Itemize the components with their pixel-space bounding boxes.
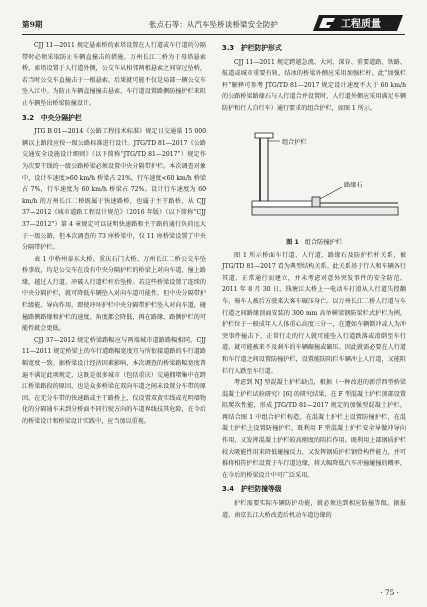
figure-number: 图 1 <box>286 238 299 246</box>
paragraph: CJJ 37—2012 规定桥梁路幅应与两端城市道路路幅相同，CJJ 11—2011 规定桥梁上的车行道路幅宽度宜与所衔接道路的车行道路幅宽度一致。据桥梁设计经济因素影响，本次调查的桥梁路幅宽度普遍不满足此项规定，这既是很多城市（包括重庆）交通拥堵集中在跨江桥梁路段的原因，也是众多桥梁在双向车道之间未设置分车带的原因。在无分车带的快速路或主干路桥上，仅设置双黄实线或光明墙物化的分隔通车未到分桥面不同行驶方向的车道界线技其危险，在今后的桥梁设计和桥梁设计实践中，应当加以重视。 <box>22 336 206 425</box>
header-rule <box>22 34 405 35</box>
figure-caption-text: 组合防撞护栏 <box>304 238 342 246</box>
paragraph: 表 1 中桥州泰东大桥、重庆石门大桥、万州长江二桥公交车坠桥事故，均是公交车在没有中央分隔护栏的桥梁上对向车道，撞上路缘，越过人行道，冲破人行道栏杆后坠桥。若这些桥梁设置了连续的中央分隔护栏，就可降低车辆坠入对向车道可能性，但中央分隔带护栏级能、导向作用，即使冲坏护栏中央分隔带护栏坠入对向车道，碰撞路侧路缘和护栏的速度、角度都会降低，再在路缘、路侧护栏的可能性就会更低。 <box>22 255 206 333</box>
right-column <box>222 40 406 521</box>
page-number: · 75 · <box>380 588 399 597</box>
section-heading: 3.4 护栏防撞等级 <box>222 485 282 494</box>
journal-logo <box>313 12 405 34</box>
figure-caption <box>222 237 406 248</box>
issue-number: 第9期 <box>22 20 43 29</box>
paragraph: CJJ 11—2011 规定跨越急流、大河、深谷、重要道路、铁路、航道或城市重要有轨、结冰的桥梁外侧应采用加强栏杆。此“加强栏杆”解释可参考 JTG/TD 81—2017 规定设计速度不大于 60 km/h 的公路桥梁路缘石与人行道合并设置时，人行道外侧应采用满足车辆防护和行人自行车）通行要求的组合护栏，如图 1 所示。 <box>222 58 406 112</box>
section-heading: 3.3 护栏防护形式 <box>222 44 282 52</box>
paragraph: 考虑到 NJ 型混凝土护栏缺点，根据（一种改进的新浮西型桥梁混凝土护栏试验研究）[6] 的研究结果，在 F 型混凝土护栏顶部设置阻爬坎性能，形成 JTG/TD 81—2017 规定的加强型混凝土护栏，再结合图 1 中组合护栏构造，在混凝土护栏上设置防撞护栏，在混凝土护栏上设置防撞护栏，既利用 F 型混凝土护栏安全导做冲导向作用，又发挥混凝土护栏较高刚度的阻拦作用。既利用上部钢质护栏较大吸能性用来降低碰撞反力，又发挥钢质护栏钢骨构件能力，并可推将相符护栏设置于车行道边缘，将大幅降低汽车冲撞碰撞的概率，在今后的桥梁设计中可广泛采用。 <box>222 379 406 479</box>
paragraph: JTG B 01—2014《公路工程技术标准》规定日交通量 15 000 辆以上路段应按一级公路标准进行设计。JTG/TD 81—2017《公路交通安全设施设计细则》（以下简称“JTG/TD 81—2017”）规定作为次要干线的一级公路桥梁必须设置中央分隔带护栏。本次调查对象中，设计车速度>60 km/h 桥梁占 21%，行车速度<60 km/h 桥梁占 7%，行车速度为 60 km/h 桥梁占 72%。设计行车速度为 60 km/h 的万州长江二桥既属于快速路桥，也属于主干路桥，从 CJJ 37—2012《城市道路工程设计规范》（2016 年版）（以下简称“CJJ 37—2012”）第 4 章规定可以证明快速路和主干路的通行负荷远大于一级公路，但本次调查的 73 座桥梁中，仅 11 座桥梁设置了中央分隔带护栏。 <box>22 128 206 252</box>
guardrail-label: 组合护栏 <box>282 138 307 146</box>
guardrail-diagram <box>222 119 406 235</box>
section-heading: 3.2 中央分隔护栏 <box>22 113 82 122</box>
running-title: 张点石等：从汽车坠桥谈桥梁安全防护 <box>148 20 279 29</box>
paragraph: 护栏需要实际车辆防护功能，就必须达到相应防撞等级。据报道，南京长江大桥改造后机动车道边缘的 <box>222 500 406 519</box>
logo-text: 工程质量 <box>341 19 381 30</box>
curb-label: 路缘石 <box>344 181 363 189</box>
left-column <box>22 40 206 428</box>
paragraph: CJJ 11—2011 规定悬索桥的索塔设置在人行道或车行道的分隔带时必须采取防止车辆直撞击的措施。万州长江二桥为于母塔悬索桥，索塔设置于人行道外侧，公交车从相邻两根悬索之间穿过坠桥，若当时公交车直撞击于一根悬索，后果就可能不仅是局部一辆公交车坠入江中。为防止车辆直撞撞击悬索，车行道设置路侧防撞护栏来阻止车辆坠出桥梁防撞设计。 <box>22 42 206 107</box>
figure-combined-guardrail <box>222 119 406 235</box>
paragraph: 图 1 所示桥面车行道、人行道、路缘石及防护栏杆关系，被 JTG/TD 81—2017 看为典型结构关系。此关系基于行人和车辆各行其道、正常通行而建立，并未考虑对意外突发事件的安全防范。2011 年 8 月 30 日，钱塘江大桥上一电动车打滑从人行道失控翻车，骑车人被后方驶来大客车碾压身亡。以万州长江二桥人行道与车行道之间路缘顶面安装的 300 mm 高单横梁钢防梁栏式护栏为例，护栏位于一般成年人人体重心高度三分一，在遭如车辆倒冲或人为冲突事件撞击下，正常行走的行人就可能坠入行道跌落或滑倒至车行道，就可能被来不及刹车的车辆碾撞或碾压。因此就需必要在人行道和车行道之间设置防撞护栏，设置能防阻拦车辆冲上人行道，又能阻拦行人跌至车行道。 <box>222 251 406 375</box>
